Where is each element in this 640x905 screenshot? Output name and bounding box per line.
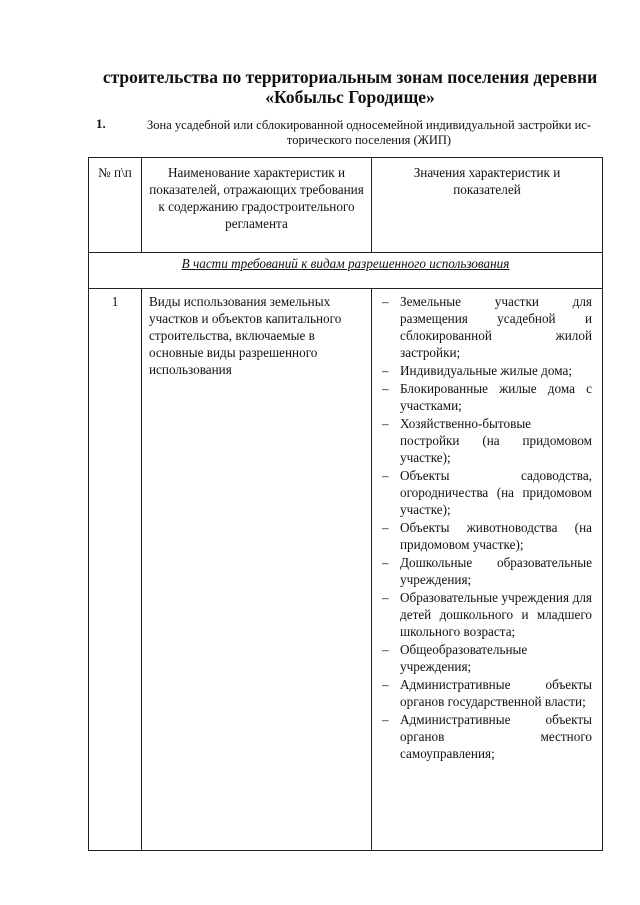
document-title-line-2: «Кобыльс Городище» [265,87,435,107]
header-value-cell: Значения характеристик и показателей [372,158,603,253]
list-item-text: Дошкольные образовательные учреждения; [400,555,592,587]
list-item-text: Административные объекты органов государственной власти; [400,677,592,709]
row-name-cell: Виды использования земельных участков и объектов капитального строительства, включаемые в основные виды разрешенного использования [142,289,372,851]
list-item [372,676,592,710]
list-item-text: Общеобразовательные учреждения; [400,642,528,674]
dash-bullet: – [382,520,389,535]
list-item [372,415,592,466]
list-item-text: Земельные участки для размещения усадебной и сблокированной жилой застройки; [400,294,592,360]
values-list [372,293,592,762]
dash-bullet: – [382,555,389,570]
document-title-line-1: строительства по территориальным зонам поселения деревни [102,67,598,87]
section-title-line-1: Зона усадебной или сблокированной односемейной индивидуальной застройки ис- [147,118,591,132]
table-row [89,289,603,851]
list-item-text: Блокированные жилые дома с участками; [400,381,592,413]
dash-bullet: – [382,590,389,605]
list-item [372,519,592,553]
section-number: 1. [96,116,106,131]
dash-bullet: – [382,363,389,378]
dash-bullet: – [382,381,389,396]
dash-bullet: – [382,712,389,727]
section-title [136,118,602,148]
dash-bullet: – [382,468,389,483]
list-item-text: Образовательные учреждения для детей дошкольного и младшего школьного возраста; [400,590,592,639]
row-value-cell [372,289,603,851]
list-item-text: Административные объекты органов местного самоуправления; [400,712,592,761]
list-item [372,711,592,762]
regulation-table [88,157,603,851]
row-number-cell: 1 [89,289,142,851]
list-item-text: Хозяйственно-бытовые постройки (на придомовом участке); [400,416,592,465]
dash-bullet: – [382,677,389,692]
list-item [372,467,592,518]
list-item-text: Объекты животноводства (на придомовом участке); [400,520,592,552]
table-header-row [89,158,603,253]
list-item [372,362,592,379]
document-title [60,67,640,107]
table-section-row [89,253,603,289]
header-number-cell: № п\п [89,158,142,253]
list-item-text: Индивидуальные жилые дома; [400,363,572,378]
list-item [372,589,592,640]
dash-bullet: – [382,416,389,431]
list-item [372,380,592,414]
dash-bullet: – [382,294,389,309]
dash-bullet: – [382,642,389,657]
list-item-text: Объекты садоводства, огородничества (на придомовом участке); [400,468,592,517]
list-item [372,641,592,675]
list-item [372,554,592,588]
section-row-cell: В части требований к видам разрешенного использования [89,253,603,289]
list-item [372,293,592,361]
section-title-line-2: торического поселения (ЖИП) [286,133,452,147]
header-name-cell: Наименование характеристик и показателей, отражающих требования к содержанию градостроительного регламента [142,158,372,253]
